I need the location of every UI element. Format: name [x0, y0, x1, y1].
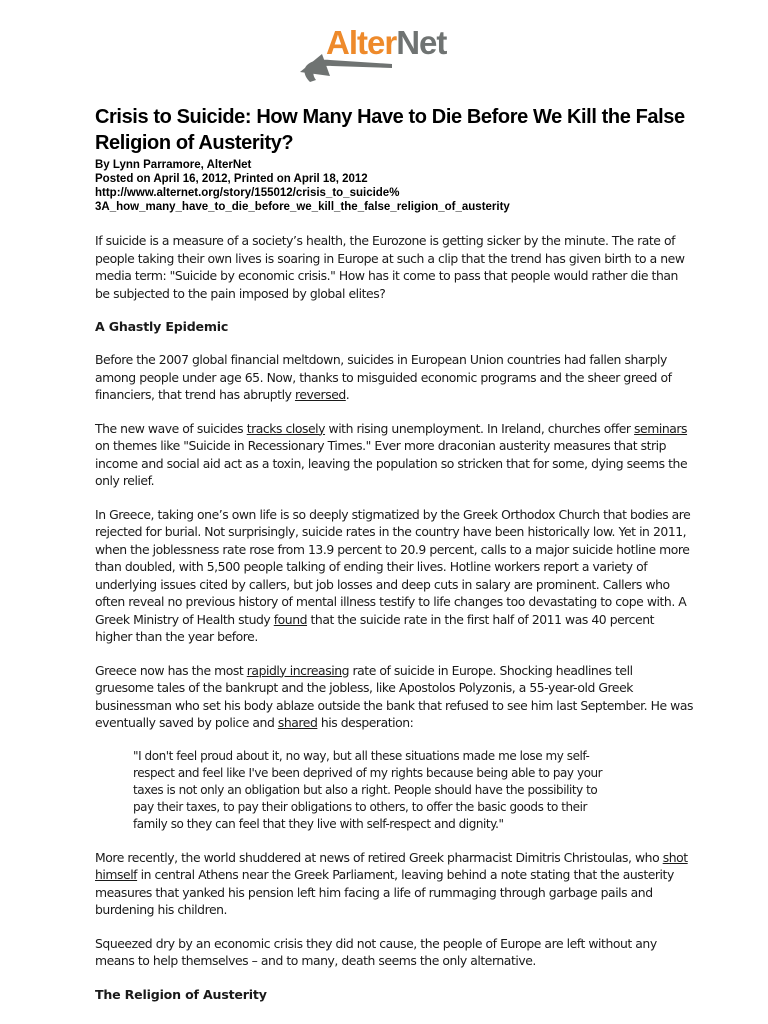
polyzonis-quote: "I don't feel proud about it, no way, but all these situations made me lose my self-respect and feel like I've been deprived of my rights because being able to pay your taxes is not only an obligation but also a right. People should have the possibility to pay their taxes, to pay their obligations to others, to offer the basic goods to their family so they can feel that they live with self-respect and dignity." — [133, 748, 603, 831]
link-rapidly-increasing[interactable]: rapidly increasing — [246, 662, 350, 678]
p2-text-2: with rising unemployment. In Ireland, churches offer — [325, 420, 635, 436]
logo-wordmark — [326, 24, 446, 62]
paragraph-2 — [95, 420, 693, 490]
p4-text-1: Greece now has the most — [95, 662, 247, 678]
p4-text-3: his desperation: — [317, 715, 414, 730]
link-shared[interactable]: shared — [277, 715, 318, 730]
paragraph-5 — [95, 849, 693, 919]
paragraph-4 — [95, 662, 693, 732]
p1-text-after: . — [345, 387, 350, 402]
post-dates: Posted on April 16, 2012, Printed on April 18, 2012 — [95, 173, 368, 185]
intro-paragraph: If suicide is a measure of a society’s health, the Eurozone is getting sicker by the minute. The rate of people taking their own lives is soaring in Europe at such a clip that the trend has given birth to a new media term: "Suicide by economic crisis." How has it come to pass that people would rather die than be subjected to the pain imposed by global elites? — [95, 233, 685, 301]
link-found[interactable]: found — [273, 611, 308, 627]
article-meta — [95, 158, 693, 214]
p1-text-before: Before the 2007 global financial meltdown, suicides in European Union countries had fallen sharply among people under age 65. Now, thanks to misguided economic programs and the sheer greed of financiers, that trend has abruptly — [95, 352, 672, 402]
article-url-line-1: http://www.alternet.org/story/155012/crisis_to_suicide% — [95, 187, 400, 199]
logo-alter: Alter — [326, 24, 397, 61]
paragraph-1 — [95, 351, 693, 404]
article-title: Crisis to Suicide: How Many Have to Die Before We Kill the False Religion of Austerity? — [95, 106, 685, 154]
article-body — [95, 232, 693, 1003]
section-heading-epidemic: A Ghastly Epidemic — [95, 319, 229, 334]
alternet-logo — [296, 20, 476, 90]
link-shot-himself[interactable]: shot himself — [95, 849, 688, 882]
link-reversed[interactable]: reversed — [294, 387, 346, 402]
p5-text-after: in central Athens near the Greek Parliament, leaving behind a note stating that the austerity measures that yanked his pension left him facing a life of rummaging through garbage pails and burdening his children. — [95, 867, 674, 917]
p3-text-after: that the suicide rate in the first half of 2011 was 40 percent higher than the year before. — [95, 611, 655, 644]
article — [95, 104, 693, 1019]
link-seminars[interactable]: seminars — [634, 420, 688, 436]
link-tracks-closely[interactable]: tracks closely — [246, 420, 326, 436]
p3-text-before: In Greece, taking one’s own life is so deeply stigmatized by the Greek Orthodox Church that bodies are rejected for burial. Not surprisingly, suicide rates in the country have been historically low. Yet in 2011, when the joblessness rate rose from 13.9 percent to 20.9 percent, calls to a major suicide hotline more than doubled, with 5,500 people talking of ending their lives. Hotline workers report a variety of underlying issues cited by callers, but job losses and deep cuts in salary are prominent. Callers who often reveal no previous history of mental illness testify to life changes too devastating to cope with. A Greek Ministry of Health study — [95, 506, 691, 627]
p5-text-before: More recently, the world shuddered at news of retired Greek pharmacist Dimitris Christoulas, who — [95, 849, 663, 865]
article-url-line-2: 3A_how_many_have_to_die_before_we_kill_the_false_religion_of_austerity — [95, 201, 510, 213]
paragraph-3 — [95, 506, 693, 646]
logo-net: Net — [396, 24, 447, 61]
section-heading-religion: The Religion of Austerity — [95, 986, 267, 1002]
p2-text-3: on themes like "Suicide in Recessionary Times." Ever more draconian austerity measures that strip income and social aid act as a toxin, leaving the population so stricken that for some, dying seems the only relief. — [95, 438, 688, 488]
paragraph-6: Squeezed dry by an economic crisis they did not cause, the people of Europe are left without any means to help themselves – and to many, death seems the only alternative. — [95, 935, 657, 968]
p4-text-2: rate of suicide in Europe. Shocking headlines tell gruesome tales of the bankrupt and the jobless, like Apostolos Polyzonis, a 55-year-old Greek businessman who set his body ablaze outside the bank that refused to see him last September. He was eventually saved by police and — [95, 662, 693, 730]
p2-text-1: The new wave of suicides — [95, 420, 247, 436]
byline: By Lynn Parramore, AlterNet — [95, 159, 252, 171]
